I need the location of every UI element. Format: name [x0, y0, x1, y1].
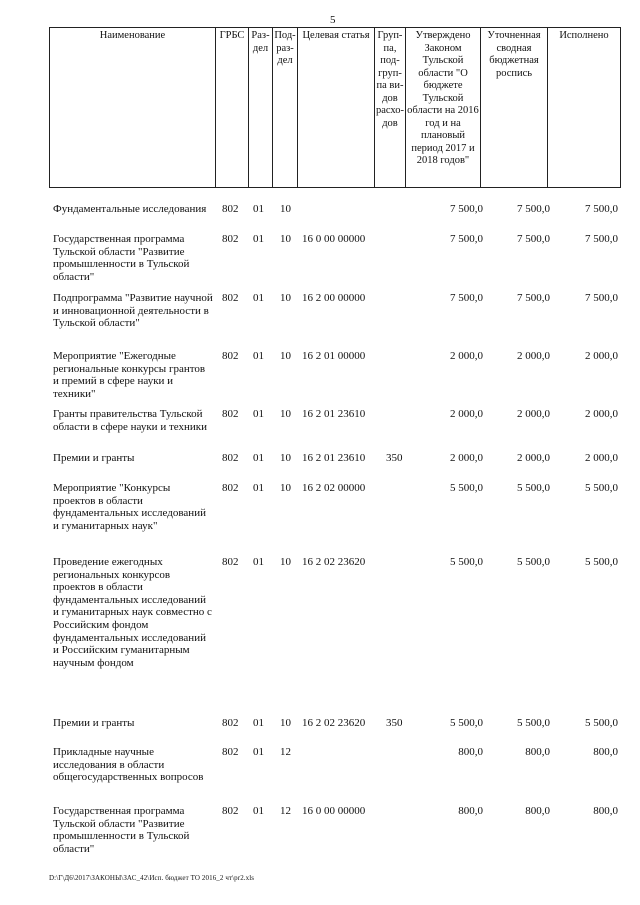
- row-grbs: 802: [222, 203, 239, 215]
- row-podrazdel: 10: [280, 717, 291, 729]
- row-celevaya-statya: 16 2 00 00000: [302, 292, 366, 304]
- row-razdel: 01: [253, 408, 264, 420]
- row-celevaya-statya: 16 0 00 00000: [302, 805, 366, 817]
- row-name: Государственная программа Тульской области "Развитие промышленности в Тульской области": [53, 805, 190, 855]
- row-utverzhdeno: 5 500,0: [450, 482, 483, 494]
- header-utochnennaya: Уточненная сводная бюджетная роспись: [481, 28, 548, 188]
- row-ispolneno: 2 000,0: [585, 408, 618, 420]
- row-name: Премии и гранты: [53, 717, 135, 729]
- page-number: 5: [330, 14, 336, 26]
- header-podrazdel: Под-раз-дел: [273, 28, 298, 188]
- row-utochnennaya: 5 500,0: [517, 556, 550, 568]
- row-name: Фундаментальные исследования: [53, 203, 207, 215]
- row-name: Государственная программа Тульской области "Развитие промышленности в Тульской области": [53, 233, 190, 283]
- row-utverzhdeno: 5 500,0: [450, 556, 483, 568]
- row-celevaya-statya: 16 2 02 23620: [302, 717, 366, 729]
- row-vid-rashodov: 350: [386, 452, 403, 464]
- row-ispolneno: 800,0: [593, 746, 618, 758]
- row-utverzhdeno: 800,0: [458, 746, 483, 758]
- row-grbs: 802: [222, 408, 239, 420]
- table-header: [49, 27, 621, 188]
- row-utochnennaya: 2 000,0: [517, 350, 550, 362]
- row-ispolneno: 7 500,0: [585, 233, 618, 245]
- row-razdel: 01: [253, 203, 264, 215]
- row-name: Проведение ежегодных региональных конкурсов проектов в области фундаментальных исследований и гуманитарных наук совместно с Российским фондом фундаментальных исследований и Российским гуманитарным научным фондом: [53, 556, 212, 669]
- row-celevaya-statya: 16 2 01 00000: [302, 350, 366, 362]
- row-podrazdel: 10: [280, 408, 291, 420]
- row-podrazdel: 10: [280, 233, 291, 245]
- header-utverzhdeno: Утверждено Законом Тульской области "О бюджете Тульской области на 2016 год и на плановый период 2017 и 2018 годов": [406, 28, 481, 188]
- row-utochnennaya: 2 000,0: [517, 408, 550, 420]
- row-grbs: 802: [222, 233, 239, 245]
- row-vid-rashodov: 350: [386, 717, 403, 729]
- row-razdel: 01: [253, 746, 264, 758]
- row-podrazdel: 10: [280, 452, 291, 464]
- row-grbs: 802: [222, 350, 239, 362]
- file-path-footer: D:\Г\Д6\2017\ЗАКОНЫ\ЗАС_42\Исп. бюджет ТО 2016_2 чт\pr2.xls: [49, 874, 255, 882]
- header-celevaya-statya: Целевая статья: [298, 28, 375, 188]
- row-ispolneno: 2 000,0: [585, 350, 618, 362]
- row-razdel: 01: [253, 233, 264, 245]
- row-utverzhdeno: 7 500,0: [450, 203, 483, 215]
- row-razdel: 01: [253, 452, 264, 464]
- row-utochnennaya: 7 500,0: [517, 292, 550, 304]
- row-utochnennaya: 5 500,0: [517, 482, 550, 494]
- row-grbs: 802: [222, 746, 239, 758]
- row-podrazdel: 12: [280, 805, 291, 817]
- row-razdel: 01: [253, 805, 264, 817]
- row-ispolneno: 5 500,0: [585, 556, 618, 568]
- row-grbs: 802: [222, 482, 239, 494]
- row-grbs: 802: [222, 717, 239, 729]
- row-podrazdel: 10: [280, 292, 291, 304]
- row-utochnennaya: 7 500,0: [517, 203, 550, 215]
- row-utochnennaya: 800,0: [525, 805, 550, 817]
- row-razdel: 01: [253, 482, 264, 494]
- row-name: Гранты правительства Тульской области в сфере науки и техники: [53, 408, 207, 433]
- row-utochnennaya: 2 000,0: [517, 452, 550, 464]
- row-utochnennaya: 7 500,0: [517, 233, 550, 245]
- row-utverzhdeno: 7 500,0: [450, 292, 483, 304]
- row-ispolneno: 800,0: [593, 805, 618, 817]
- row-podrazdel: 10: [280, 556, 291, 568]
- row-utochnennaya: 800,0: [525, 746, 550, 758]
- row-ispolneno: 7 500,0: [585, 292, 618, 304]
- row-utverzhdeno: 2 000,0: [450, 452, 483, 464]
- row-utochnennaya: 5 500,0: [517, 717, 550, 729]
- row-utverzhdeno: 2 000,0: [450, 350, 483, 362]
- row-podrazdel: 10: [280, 482, 291, 494]
- row-celevaya-statya: 16 2 01 23610: [302, 452, 366, 464]
- row-celevaya-statya: 16 2 02 23620: [302, 556, 366, 568]
- row-utverzhdeno: 2 000,0: [450, 408, 483, 420]
- row-celevaya-statya: 16 2 02 00000: [302, 482, 366, 494]
- row-ispolneno: 2 000,0: [585, 452, 618, 464]
- row-razdel: 01: [253, 717, 264, 729]
- row-name: Мероприятие "Ежегодные региональные конкурсы грантов и премий в сфере науки и техники": [53, 350, 206, 400]
- row-grbs: 802: [222, 556, 239, 568]
- row-name: Премии и гранты: [53, 452, 135, 464]
- row-celevaya-statya: 16 0 00 00000: [302, 233, 366, 245]
- header-vid-rashodov: Груп-па, под-груп-па ви-дов расхо-дов: [375, 28, 406, 188]
- row-celevaya-statya: 16 2 01 23610: [302, 408, 366, 420]
- row-name: Подпрограмма "Развитие научной и инновационной деятельности в Тульской области": [53, 292, 213, 330]
- row-name: Прикладные научные исследования в области общегосударственных вопросов: [53, 746, 204, 784]
- row-utverzhdeno: 5 500,0: [450, 717, 483, 729]
- row-podrazdel: 10: [280, 203, 291, 215]
- header-name: Наименование: [50, 28, 216, 188]
- row-razdel: 01: [253, 292, 264, 304]
- row-grbs: 802: [222, 452, 239, 464]
- row-utverzhdeno: 7 500,0: [450, 233, 483, 245]
- header-ispolneno: Исполнено: [548, 28, 621, 188]
- row-ispolneno: 5 500,0: [585, 717, 618, 729]
- row-grbs: 802: [222, 805, 239, 817]
- row-utverzhdeno: 800,0: [458, 805, 483, 817]
- row-razdel: 01: [253, 556, 264, 568]
- header-razdel: Раз-дел: [249, 28, 273, 188]
- row-ispolneno: 7 500,0: [585, 203, 618, 215]
- row-ispolneno: 5 500,0: [585, 482, 618, 494]
- row-name: Мероприятие "Конкурсы проектов в области фундаментальных исследований и гуманитарных наук": [53, 482, 206, 532]
- row-razdel: 01: [253, 350, 264, 362]
- row-podrazdel: 10: [280, 350, 291, 362]
- row-grbs: 802: [222, 292, 239, 304]
- row-podrazdel: 12: [280, 746, 291, 758]
- header-grbs: ГРБС: [216, 28, 249, 188]
